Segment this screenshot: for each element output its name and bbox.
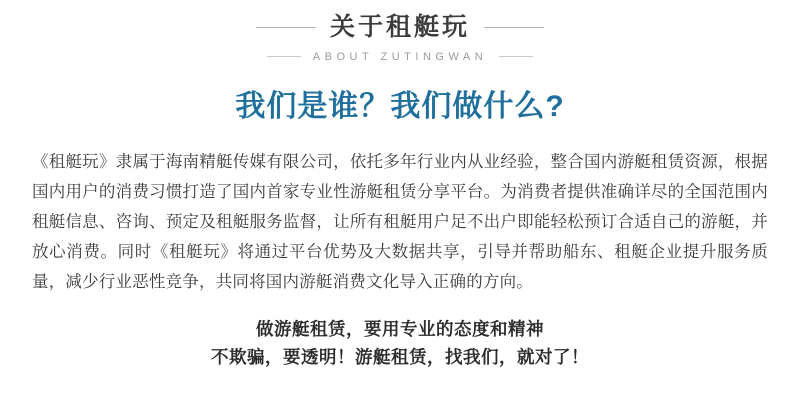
section-title-en: ABOUT ZUTINGWAN	[312, 50, 488, 63]
header-title-row	[0, 14, 800, 42]
header-rule-left	[256, 27, 316, 28]
about-paragraph: 《租艇玩》隶属于海南精艇传媒有限公司，依托多年行业内从业经验，整合国内游艇租赁资源，根据国内用户的消费习惯打造了国内首家专业性游艇租赁分享平台。为消费者提供准确详尽的全国范围内租艇信息、咨询、预定及租艇服务监督，让所有租艇用户足不出户即能轻松预订合适自己的游艇，并放心消费。同时《租艇玩》将通过平台优势及大数据共享，引导并帮助船东、租艇企业提升服务质量，减少行业恶性竞争，共同将国内游艇消费文化导入正确的方向。	[32, 152, 768, 291]
header-subtitle-rule-right	[499, 56, 533, 57]
section-header	[0, 0, 800, 63]
header-rule-right	[484, 27, 544, 28]
header-subtitle-row	[0, 51, 800, 63]
slogan-block	[0, 315, 800, 371]
body-section	[32, 147, 768, 297]
slogan-line-1: 做游艇租赁，要用专业的态度和精神	[256, 318, 544, 339]
header-subtitle-rule-left	[267, 56, 301, 57]
main-heading: 我们是谁？我们做什么?	[235, 89, 565, 123]
section-title-cn: 关于租艇玩	[329, 13, 470, 41]
slogan-line-2: 不欺骗，要透明！游艇租赁，找我们，就对了！	[211, 346, 589, 367]
